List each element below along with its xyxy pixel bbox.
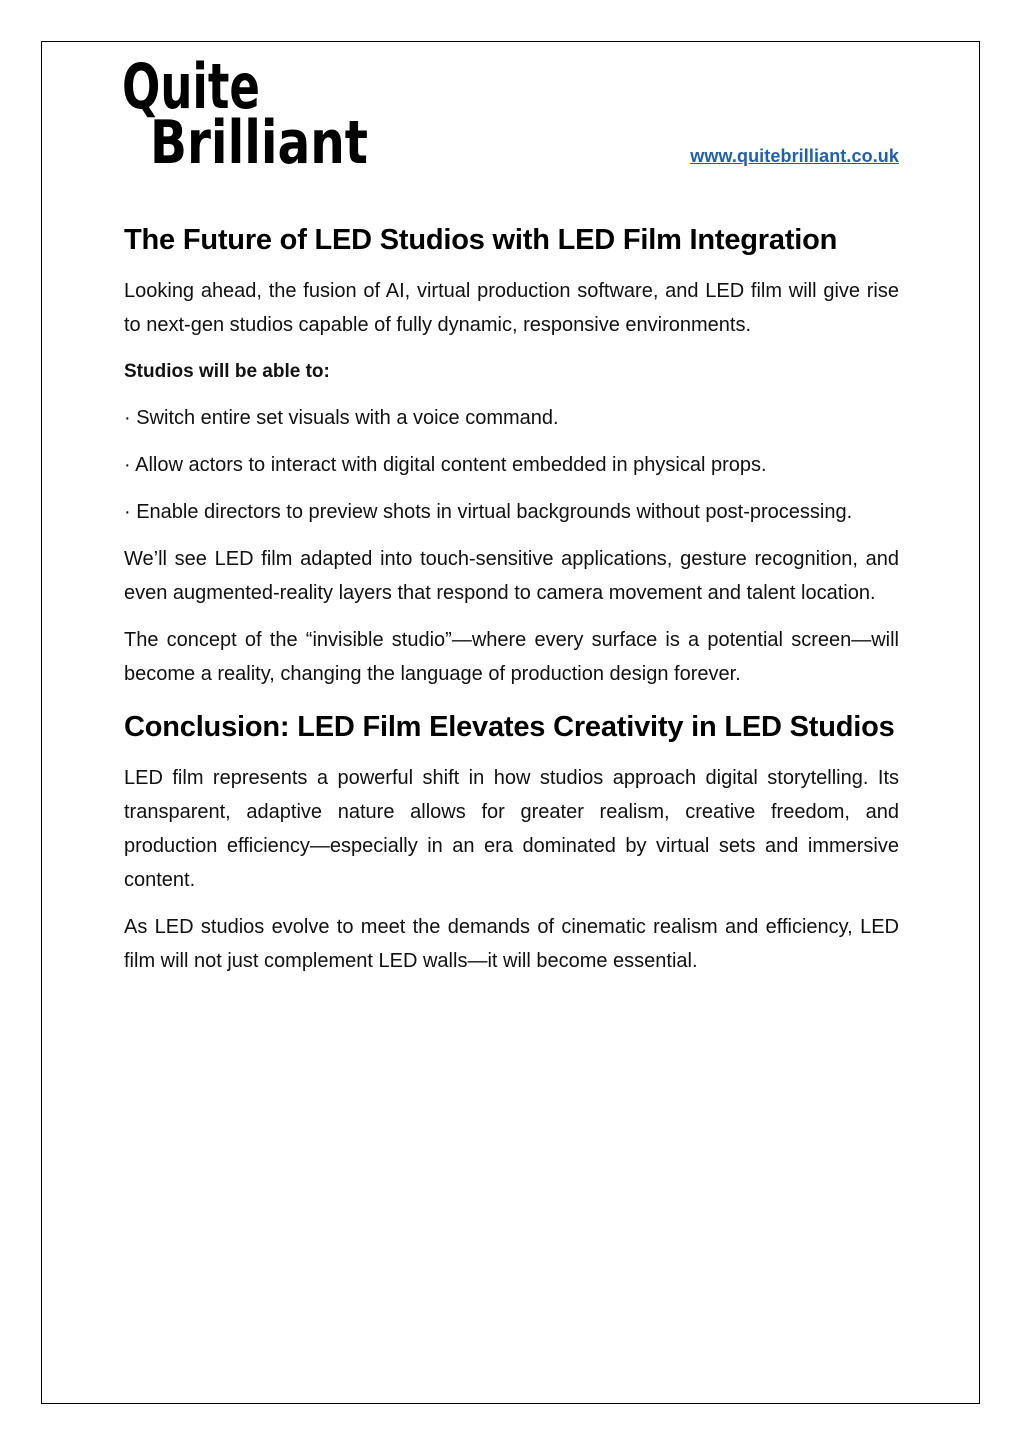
list-item: · Allow actors to interact with digital content embedded in physical props. [124,454,767,476]
website-link[interactable]: www.quitebrilliant.co.uk [690,146,899,166]
svg-text:Brilliant: Brilliant [150,108,368,178]
section-heading-future: The Future of LED Studios with LED Film Integration [124,224,838,256]
intro-paragraph: Looking ahead, the fusion of AI, virtual production software, and LED film will give rise to next-gen studios capable of fully dynamic, responsive environments. [124,280,899,336]
body-paragraph: We’ll see LED film adapted into touch-sensitive applications, gesture recognition, and even augmented-reality layers that respond to camera movement and talent location. [124,548,899,604]
section-heading-conclusion: Conclusion: LED Film Elevates Creativity in LED Studios [124,711,895,743]
body-paragraph: As LED studios evolve to meet the demands of cinematic realism and efficiency, LED film will not just complement LED walls—it will become essential. [124,916,899,972]
body-paragraph: LED film represents a powerful shift in how studios approach digital storytelling. Its transparent, adaptive nature allows for greater realism, creative freedom, and production efficiency—especially in an era dominated by virtual sets and immersive content. [124,767,899,891]
list-item: · Switch entire set visuals with a voice command. [124,407,559,429]
svg-text:Quite: Quite [122,50,260,123]
body-paragraph: The concept of the “invisible studio”—where every surface is a potential screen—will become a reality, changing the language of production design forever. [124,629,899,685]
list-title: Studios will be able to: [124,361,330,382]
article-body [124,222,899,991]
quite-brilliant-logo [122,50,372,178]
list-item: · Enable directors to preview shots in virtual backgrounds without post-processing. [124,501,853,523]
